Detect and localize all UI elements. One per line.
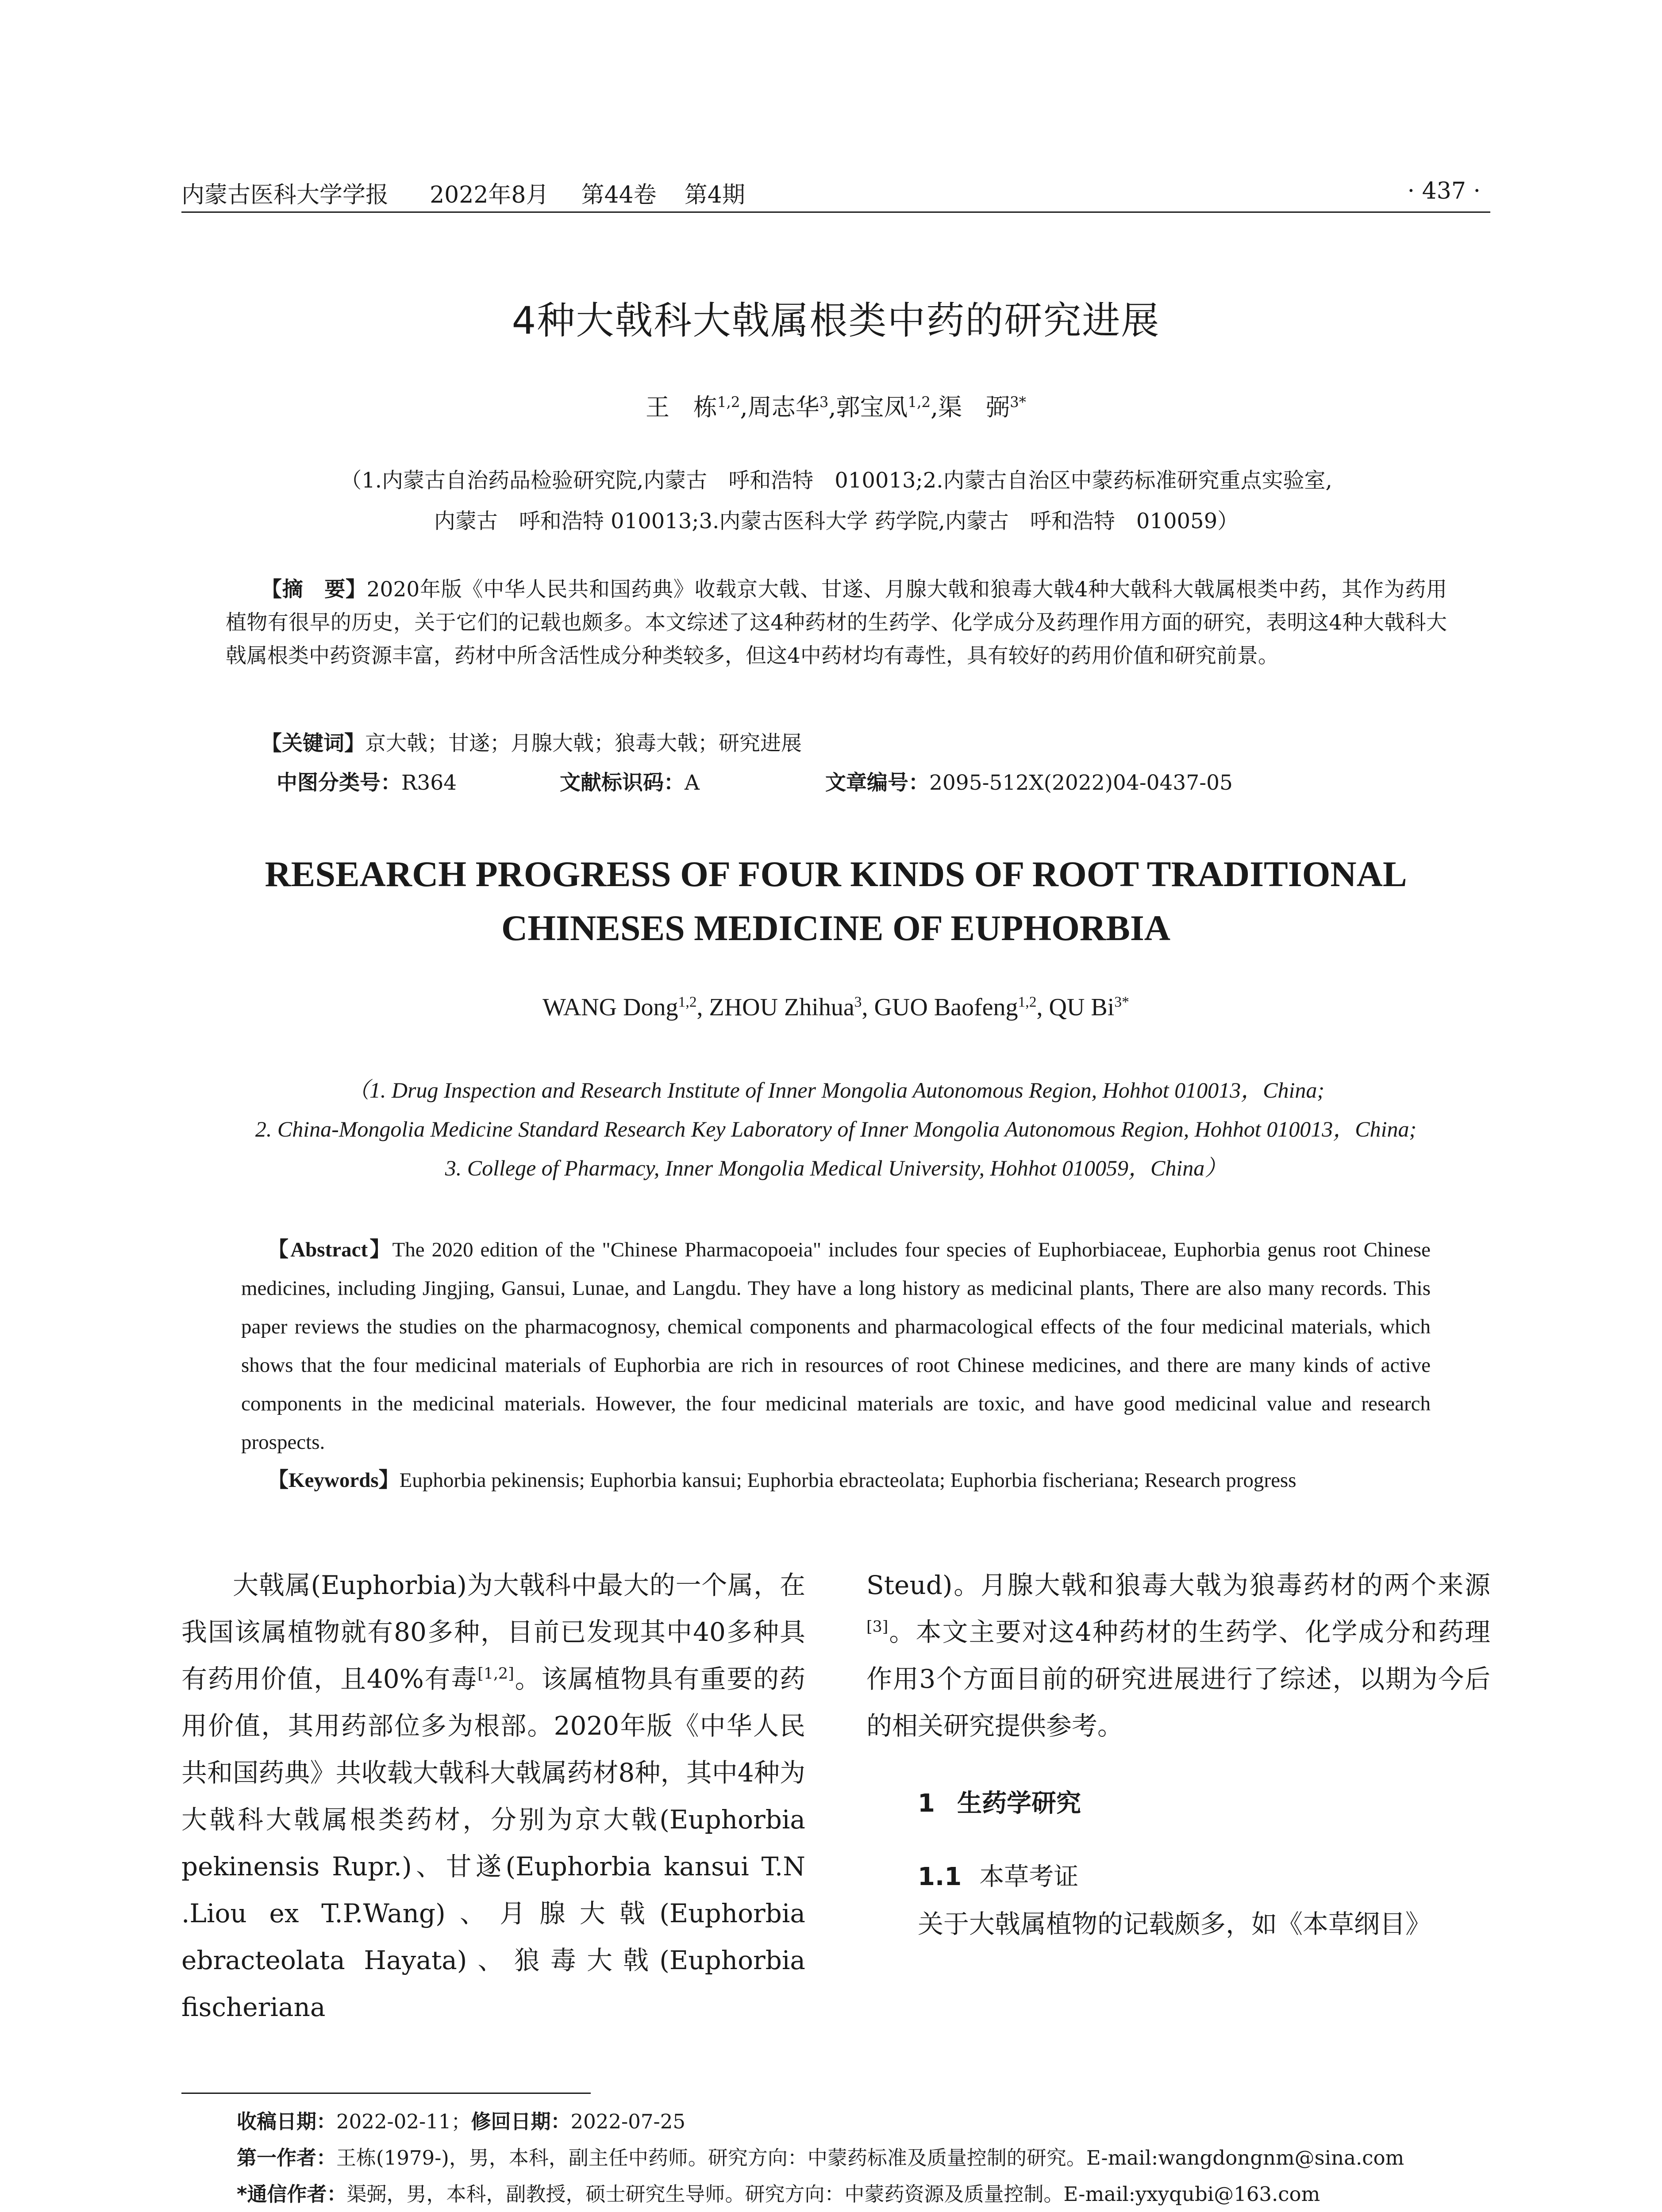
section-heading: 1 生药学研究 bbox=[918, 1789, 1081, 1818]
citation-ref: [3] bbox=[866, 1618, 889, 1636]
subsection-paragraph: 关于大戟属植物的记载颇多，如《本草纲目》 bbox=[918, 1909, 1431, 1939]
volume: 第44卷 bbox=[581, 182, 657, 208]
author-en: ZHOU Zhihua bbox=[709, 994, 854, 1021]
abstract-label-cn: 【摘 要】 bbox=[261, 577, 367, 602]
first-author-note: 第一作者：王栋(1979-)，男，本科，副主任中药师。研究方向：中蒙药标准及质量控制的研究。E-mail:wangdongnm@sina.com bbox=[237, 2146, 1404, 2170]
body-column-left bbox=[181, 1562, 805, 2031]
affiliations-cn bbox=[208, 460, 1465, 541]
affiliation-line: （1. Drug Inspection and Research Institute of Inner Mongolia Autonomous Region, Hohhot 010013，China; bbox=[347, 1078, 1325, 1102]
footnotes bbox=[237, 2104, 1564, 2212]
issue: 第4期 bbox=[684, 182, 745, 208]
abstract-cn bbox=[226, 573, 1447, 672]
affiliations-en bbox=[181, 1071, 1490, 1187]
affiliation-line: （1.内蒙古自治药品检验研究院,内蒙古 呼和浩特 010013;2.内蒙古自治区中蒙药标准研究重点实验室, bbox=[340, 468, 1332, 493]
author-cn: 郭宝凤 bbox=[836, 393, 908, 421]
author-en: WANG Dong bbox=[542, 994, 678, 1021]
affiliation-line: 2. China-Mongolia Medicine Standard Research Key Laboratory of Inner Mongolia Autonomous Region, Hohhot 010013，China; bbox=[255, 1117, 1417, 1141]
document-code: 文献标识码：A bbox=[560, 771, 700, 795]
article-title-cn: 4种大戟科大戟属根类中药的研究进展 bbox=[512, 299, 1160, 343]
affiliation-line: 内蒙古 呼和浩特 010013;3.内蒙古医科大学 药学院,内蒙古 呼和浩特 010059） bbox=[434, 509, 1239, 534]
author-en: GUO Baofeng bbox=[874, 994, 1018, 1021]
author-en: QU Bi bbox=[1049, 994, 1115, 1021]
keywords-en bbox=[241, 1461, 1431, 1500]
keywords-label-en: 【Keywords】 bbox=[268, 1469, 400, 1492]
keywords-text-en: Euphorbia pekinensis; Euphorbia kansui; Euphorbia ebracteolata; Euphorbia fischeriana; Research progress bbox=[399, 1469, 1297, 1492]
author-cn: 周志华 bbox=[747, 393, 819, 421]
body-column-right bbox=[866, 1562, 1490, 1947]
author-list-en: WANG Dong$^{1,2}$, ZHOU Zhihua$^3$, GUO Baofeng$^{1,2}$, QU $Bi^{3*}$ bbox=[542, 994, 1129, 1021]
intro-paragraph-continued: Steud)。月腺大戟和狼毒大戟为狼毒药材的两个来源[3]。本文主要对这4种药材的生药学、化学成分和药理作用3个方面目前的研究进展进行了综述，以期为今后的相关研究提供参考。 bbox=[866, 1570, 1490, 1741]
page-number: · 437 · bbox=[1407, 178, 1481, 204]
author-cn: 王 栋 bbox=[646, 393, 718, 421]
clc-number: 中图分类号：R364 bbox=[277, 771, 457, 795]
author-list-cn: 王 栋$^{1,2}$,周志华$^3$,郭宝凤$^{1,2}$,渠 弼$^{3*}$ bbox=[646, 393, 1026, 421]
abstract-text-en: The 2020 edition of the "Chinese Pharmacopoeia" includes four species of Euphorbiaceae, Euphorbia genus root Chinese medicines, including Jingjing, Gansui, Lunae, and Langdu. They have a long history as medicinal plants, There are also many records. This paper reviews the studies on the pharmacognosy, chemical components and pharmacological effects of the four medicinal materials, which shows that the four medicinal materials of Euphorbia are rich in resources of root Chinese medicines, and there are many kinds of active components in the medicinal materials. However, the four medicinal materials are toxic, and have good medicinal value and research prospects. bbox=[241, 1238, 1431, 1454]
article-title-en: RESEARCH PROGRESS OF FOUR KINDS OF ROOT TRADITIONAL CHINESES MEDICINE OF EUPHORBIA bbox=[265, 854, 1407, 948]
issue-date: 2022年8月 bbox=[430, 182, 549, 208]
keywords-cn bbox=[261, 727, 1447, 760]
running-header bbox=[181, 176, 745, 209]
abstract-label-en: 【Abstract】 bbox=[268, 1238, 392, 1261]
received-date: 收稿日期：2022-02-11；修回日期：2022-07-25 bbox=[237, 2110, 685, 2133]
author-cn: 渠 弼 bbox=[938, 393, 1010, 421]
footnote-divider bbox=[181, 2093, 591, 2094]
affiliation-line: 3. College of Pharmacy, Inner Mongolia Medical University, Hohhot 010059，China） bbox=[445, 1156, 1227, 1180]
abstract-text-cn: 2020年版《中华人民共和国药典》收载京大戟、甘遂、月腺大戟和狼毒大戟4种大戟科大戟属根类中药，其作为药用植物有很早的历史，关于它们的记载也颇多。本文综述了这4种药材的生药学、化学成分及药理作用方面的研究，表明这4种大戟科大戟属根类中药资源丰富，药材中所含活性成分种类较多，但这4中药材均有毒性，具有较好的药用价值和研究前景。 bbox=[226, 577, 1447, 668]
article-number: 文章编号：2095-512X(2022)04-0437-05 bbox=[825, 771, 1233, 795]
intro-paragraph: 大戟属(Euphorbia)为大戟科中最大的一个属，在我国该属植物就有80多种，目前已发现其中40多种具有药用价值，且40%有毒[1,2]。该属植物具有重要的药用价值，其用药部位多为根部。2020年版《中华人民共和国药典》共收载大戟科大戟属药材8种，其中4种为大戟科大戟属根类药材，分别为京大戟(Euphorbia pekinensis Rupr.)、甘遂(Euphorbia kansui T.N .Liou ex T.P.Wang)、月腺大戟(Euphorbia ebracteolata Hayata)、狼毒大戟(Euphorbia fischeriana bbox=[181, 1570, 805, 2022]
citation-ref: [1,2] bbox=[477, 1665, 514, 1683]
keywords-label-cn: 【关键词】 bbox=[261, 731, 365, 756]
header-divider bbox=[181, 211, 1490, 213]
corresponding-author-note: *通信作者：渠弼，男，本科，副教授，硕士研究生导师。研究方向：中蒙药资源及质量控制。E-mail:yxyqubi@163.com bbox=[237, 2182, 1320, 2206]
subsection-heading: 1.1 本草考证 bbox=[918, 1863, 1079, 1891]
abstract-en bbox=[241, 1231, 1431, 1462]
journal-name: 内蒙古医科大学学报 bbox=[181, 182, 389, 208]
keywords-text-cn: 京大戟；甘遂；月腺大戟；狼毒大戟；研究进展 bbox=[365, 731, 802, 756]
